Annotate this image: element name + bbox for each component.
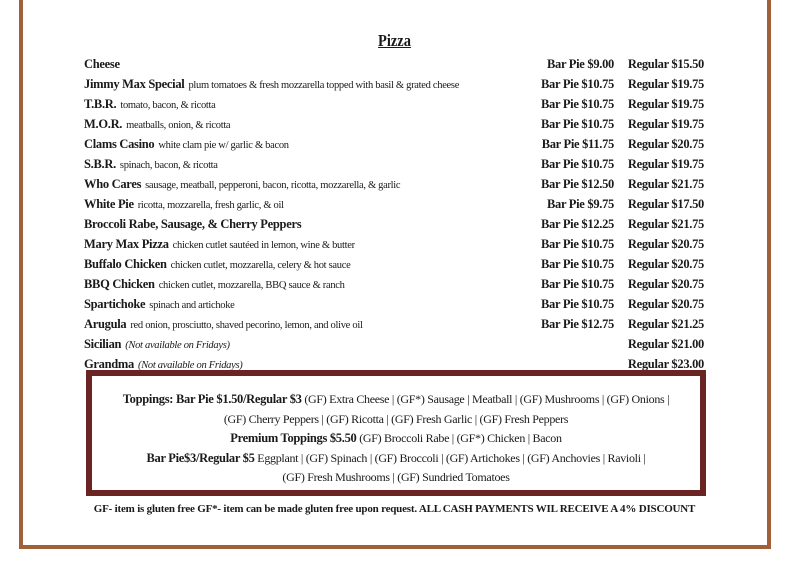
regular-price: Regular $21.75 [627,177,704,191]
menu-item [84,334,704,354]
menu-item-name: Sicilian [84,337,122,351]
menu-item [84,154,704,174]
menu-item-name: Grandma [84,357,134,371]
menu-item [84,74,704,94]
regular-price: Regular $20.75 [627,237,704,251]
regular-price: Regular $17.50 [627,197,704,211]
bar-pie-price: Bar Pie $10.75 [541,77,614,91]
regular-price: Regular $15.50 [627,57,704,71]
page-title: Pizza [378,31,411,50]
menu-item [84,194,704,214]
menu-item [84,234,704,254]
bar-pie-price: Bar Pie $10.75 [541,117,614,131]
toppings-line-2: (GF) Cherry Peppers | (GF) Ricotta | (GF) Fresh Garlic | (GF) Fresh Peppers [223,411,569,426]
bar-pie-price: Bar Pie $10.75 [541,277,614,291]
bar-pie-price: Bar Pie $10.75 [541,97,614,111]
menu-item-name: Mary Max Pizza [84,237,169,251]
menu-item-name: S.B.R. [84,157,116,171]
menu-item-name: M.O.R. [84,117,123,131]
menu-item-description: tomato, bacon, & ricotta [120,100,216,111]
menu-item-description: chicken cutlet sautéed in lemon, wine & butter [172,240,355,251]
regular-price: Regular $19.75 [627,117,704,131]
menu-item-name: Who Cares [84,177,142,191]
regular-price: Regular $21.25 [627,317,704,331]
bar-pie-price: Bar Pie $9.75 [546,197,614,211]
footer-note: GF- item is gluten free GF*- item can be made gluten free upon request. ALL CASH PAYMENTS WIL RECEIVE A 4% DISCOUNT [93,503,696,515]
bar-pie-price: Bar Pie $10.75 [541,237,614,251]
bar-pie-price: Bar Pie $11.75 [541,137,614,151]
menu-item-name: Buffalo Chicken [84,257,167,271]
menu-item [84,134,704,154]
regular-price: Regular $23.00 [627,357,704,371]
premium-toppings-label: Premium Toppings $5.50 [230,431,357,445]
bar-pie-price: Bar Pie $10.75 [541,157,614,171]
menu-item-name: T.B.R. [84,97,117,111]
toppings-line-3 [92,429,700,449]
menu-item-description: white clam pie w/ garlic & bacon [158,140,289,151]
premium-items: Eggplant | (GF) Spinach | (GF) Broccoli | (GF) Artichokes | (GF) Anchovies | Ravioli | [257,450,646,465]
toppings-line-1 [92,390,700,410]
menu-item-description: chicken cutlet, mozzarella, celery & hot sauce [170,260,351,271]
regular-price: Regular $21.75 [627,217,704,231]
menu-item [84,94,704,114]
menu-item [84,274,704,294]
menu-item [84,294,704,314]
bar-pie-price: Bar Pie $12.25 [541,217,614,231]
regular-price: Regular $20.75 [627,137,704,151]
premium-price-label: Bar Pie$3/Regular $5 [146,450,255,465]
pizza-menu-list [84,54,704,374]
regular-price: Regular $20.75 [627,297,704,311]
menu-item [84,114,704,134]
bar-pie-price: Bar Pie $12.75 [541,317,614,331]
menu-item-description: ricotta, mozzarella, fresh garlic, & oil [137,200,284,211]
menu-item-name: Broccoli Rabe, Sausage, & Cherry Peppers [84,217,302,231]
regular-price: Regular $19.75 [627,97,704,111]
regular-price: Regular $19.75 [627,77,704,91]
menu-item-name: Jimmy Max Special [84,77,185,91]
menu-item-name: Clams Casino [84,137,155,151]
regular-price: Regular $21.00 [627,337,704,351]
toppings-line-4 [92,449,700,469]
menu-item-description: plum tomatoes & fresh mozzarella topped with basil & grated cheese [188,80,460,91]
menu-item-description: red onion, prosciutto, shaved pecorino, lemon, and olive oil [130,320,363,331]
menu-item-description: (Not available on Fridays) [138,360,243,371]
menu-item-name: White Pie [84,197,134,211]
premium-toppings-items: (GF) Broccoli Rabe | (GF*) Chicken | Bacon [359,431,562,445]
bar-pie-price: Bar Pie $10.75 [541,257,614,271]
regular-price: Regular $20.75 [627,257,704,271]
bar-pie-price: Bar Pie $9.00 [546,57,614,71]
menu-item-name: Spartichoke [84,297,146,311]
regular-price: Regular $20.75 [627,277,704,291]
menu-item [84,174,704,194]
menu-item [84,54,704,74]
menu-item-description: spinach and artichoke [149,300,235,311]
menu-item-name: Cheese [84,57,120,71]
toppings-box [86,370,706,496]
bar-pie-price: Bar Pie $10.75 [541,297,614,311]
menu-item-name: BBQ Chicken [84,277,155,291]
toppings-label: Toppings: Bar Pie $1.50/Regular $3 [122,392,302,406]
menu-item-description: spinach, bacon, & ricotta [119,160,218,171]
menu-item-name: Arugula [84,317,127,331]
regular-price: Regular $19.75 [627,157,704,171]
menu-item-description: meatballs, onion, & ricotta [126,120,231,131]
menu-item-description: chicken cutlet, mozzarella, BBQ sauce & ranch [158,280,345,291]
menu-item-description: sausage, meatball, pepperoni, bacon, ricotta, mozzarella, & garlic [145,180,401,191]
menu-item [84,314,704,334]
menu-item [84,214,704,234]
toppings-line-5: (GF) Fresh Mushrooms | (GF) Sundried Tomatoes [282,470,510,484]
menu-item [84,254,704,274]
menu-item-description: (Not available on Fridays) [125,340,230,351]
bar-pie-price: Bar Pie $12.50 [541,177,614,191]
toppings-items: (GF) Extra Cheese | (GF*) Sausage | Meatball | (GF) Mushrooms | (GF) Onions | [304,392,670,406]
